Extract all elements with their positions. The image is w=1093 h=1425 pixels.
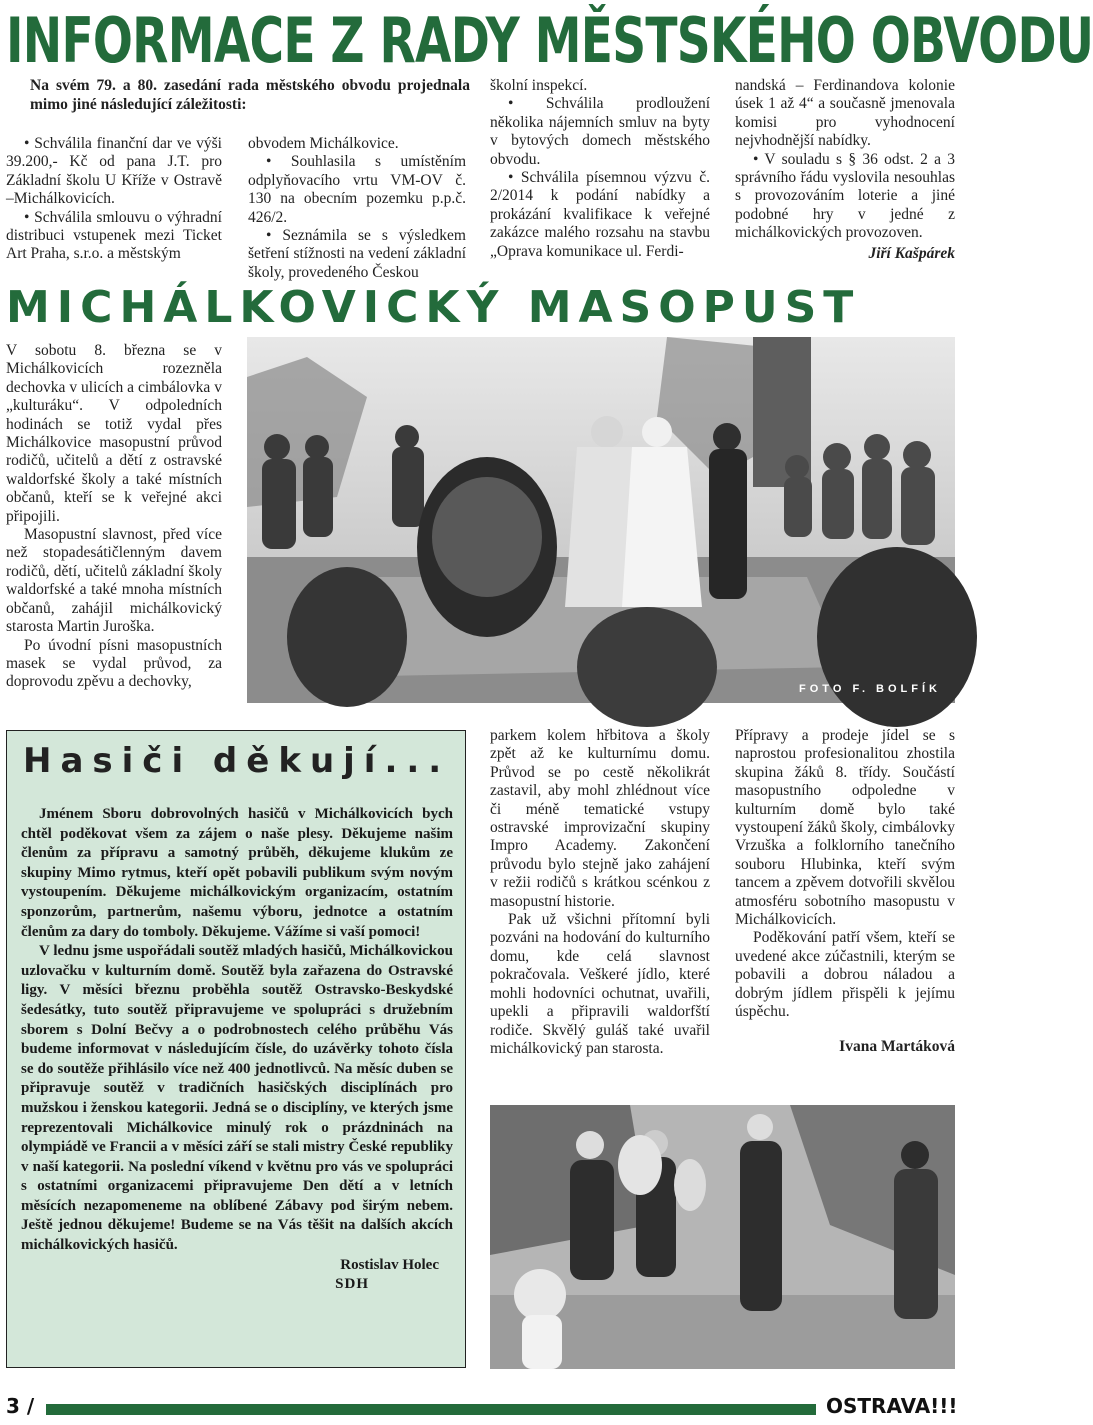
- council-col-1: [6, 135, 222, 264]
- masopust-col-c: [735, 727, 955, 1056]
- hasici-signature-name: Rostislav Holec: [340, 1256, 439, 1273]
- masopust-signature: Ivana Martáková: [839, 1037, 955, 1055]
- masopust-heading: MICHÁLKOVICKÝ MASOPUST: [6, 282, 861, 333]
- council-intro: [30, 76, 470, 114]
- hasici-paragraph: V lednu jsme uspořádali soutěž mladých hasičů, Michálkovickou uzlovačku v kulturním domě. Soutěž byla zařazena do Ostravské ligy. V měsíci březnu proběhla soutěž Ostravsko-Beskydské šedesátky, tuto soutěž připravujeme ve spolupráci s družebním sborem s Dolní Bečvy a o podrobnostech celého průběhu Vás budeme informovat v následujícím čísle, do uzávěrky tohoto čísla se do soutěže přihlásilo více než 400 jednotlivců. Na měsíc duben se připravuje soutěž v tradičních hasičských disciplínách pro mužskou i ženskou kategorii. Jedná se o disciplíny, ve kterých jsme reprezentovali Michálkovice minulý rok o prázdninách na olympiádě ve Francii a v měsíci září se stali mistry České republiky v naší kategorii. Na poslední víkend v květnu pro vás ve spolupráci s ostatními organizacemi připravujeme Den dětí a v letních měsících nezapomeneme na oblíbené Zábavy pod širým nebem. Ještě jednou děkujeme! Budeme se na Vás těšit na dalších akcích michálkovických hasičů.: [21, 943, 453, 1254]
- brass-band-image: [490, 1105, 955, 1369]
- council-item: nandská – Ferdinandova kolonie úsek 1 až 4“ a současně jmenovala komisi pro vyhodnocení nejvhodnější nabídky.: [735, 77, 955, 150]
- council-intro-text: Na svém 79. a 80. zasedání rada městského obvodu projednala mimo jiné následující záležitosti:: [30, 77, 470, 113]
- hasici-paragraph: Jménem Sboru dobrovolných hasičů v Michálkovicích bych chtěl poděkovat všem za zájem o naše plesy. Děkujeme našim členům za přípravu a samotný průběh, děkujeme klukům ze skupiny Mimo rytmus, kteří opět pobavili publikum svým novým vystoupením. Děkujeme michálkovickým organizacím, ostatním sponzorům, partnerům, našemu výboru, jednotce a ostatním členům za dary do tomboly. Děkujeme. Vážíme si vaší pomoci!: [21, 806, 453, 940]
- hasici-text: [21, 805, 453, 1295]
- council-col-3: [490, 77, 710, 261]
- council-col-2: [248, 135, 466, 282]
- masopust-paragraph: V sobotu 8. března se v Michálkovicích rozezněla dechovka v ulicích a cimbálovka v „kulturáku“. V odpoledních hodinách se totiž vydal přes Michálkovice masopustní průvod rodičů, učitelů a dětí z ostravské waldorfské školy a také místních občanů, kteří se k veřejné akci připojili.: [6, 342, 222, 525]
- masopust-paragraph: Poděkování patří všem, kteří se uvedené akce zúčastnili, kterým se pobavili a dobrou náladou a dobrým jídlem přispěli k jejímu úspěchu.: [735, 929, 955, 1021]
- masopust-paragraph: Pak už všichni přítomní byli pozváni na hodování do kulturního domu, kde celá slavnost pokračovala. Veškeré jídlo, které mohli hodovníci ochutnat, uvařili, upekli a připravili waldorfští rodiče. Skvělý guláš také uvařil michálkovický pan starosta.: [490, 911, 710, 1057]
- footer-bar: [46, 1404, 816, 1415]
- council-item: • Seznámila se s výsledkem šetření stížnosti na vedení základní školy, provedeného Českou: [248, 227, 466, 281]
- photo-credit: FOTO F. BOLFÍK: [799, 683, 941, 695]
- masthead: INFORMACE Z RADY MĚSTSKÉHO OBVODU: [6, 4, 1093, 77]
- council-item: • V souladu s § 36 odst. 2 a 3 správního řádu vyslovila nesouhlas s provozováním loterie a jiné podobné hry v jedné z michálkovických provozoven.: [735, 150, 955, 242]
- council-item: • Schválila prodloužení několika nájemních smluv na byty v bytových domech městského obvodu.: [490, 95, 710, 168]
- council-signature: Jiří Kašpárek: [868, 244, 955, 262]
- council-item: • Schválila písemnou výzvu č. 2/2014 k podání nabídky a prokázání kvalifikace k veřejné zakázce malého rozsahu na stavbu „Oprava komunikace ul. Ferdi-: [490, 169, 710, 260]
- masopust-col-a: [6, 342, 222, 692]
- masopust-col-b: [490, 727, 710, 1058]
- page-number: 3 /: [6, 1394, 35, 1418]
- council-item: • Schválila finanční dar ve výši 39.200,- Kč od pana J.T. pro Základní školu U Kříže v Ostravě –Michálkovicích.: [6, 135, 222, 208]
- publication-name: OSTRAVA!!!: [826, 1394, 958, 1418]
- masopust-paragraph: parkem kolem hřbitova a školy zpět až ke kulturnímu domu. Průvod se po cestě několikrát zastavil, aby mohl zhlédnout více či méně tematické vstupy ostravské improvizační skupiny Impro Academy. Zakončení průvodu bylo stejně jako zahájení v režii rodičů s krátkou scénkou z masopustní historie.: [490, 727, 710, 910]
- masopust-photo: [247, 337, 955, 703]
- masopust-paragraph: Masopustní slavnost, před více než stopadesátičlenným davem rodičů, dětí, učitelů základní školy waldorfské a také mnoha místních občanů, zahájil michálkovický starosta Martin Juroška.: [6, 526, 222, 636]
- carnival-scene-image: [247, 337, 955, 703]
- council-item: obvodem Michálkovice.: [248, 135, 399, 152]
- band-photo: [490, 1105, 955, 1369]
- hasici-title: Hasiči děkují...: [23, 741, 451, 781]
- council-item: • Schválila smlouvu o výhradní distribuci vstupenek mezi Ticket Art Praha, s.r.o. a městským: [6, 208, 222, 263]
- hasici-signature-org: SDH: [335, 1276, 369, 1293]
- hasici-box: [6, 730, 466, 1368]
- masopust-paragraph: Po úvodní písni masopustních masek se vydal průvod, za doprovodu zpěvu a dechovky,: [6, 636, 222, 691]
- masopust-paragraph: Přípravy a prodeje jídel se s naprostou profesionalitou zhostila skupina žáků 8. třídy. Součástí masopustního odpoledne v kulturním domě bylo také vystoupení žáků školy, cimbálovky Vrzuška a folklorního tanečního souboru Hlubinka, kteří svým tancem a zpěvem dotvořili skvělou atmosféru sobotního masopustu v Michálkovicích.: [735, 727, 955, 929]
- council-col-4: [735, 77, 955, 263]
- council-item: • Souhlasila s umístěním odplyňovacího vrtu VM-OV č. 130 na obecním pozemku p.p.č. 426/2.: [248, 153, 466, 226]
- council-item: školní inspekcí.: [490, 77, 588, 94]
